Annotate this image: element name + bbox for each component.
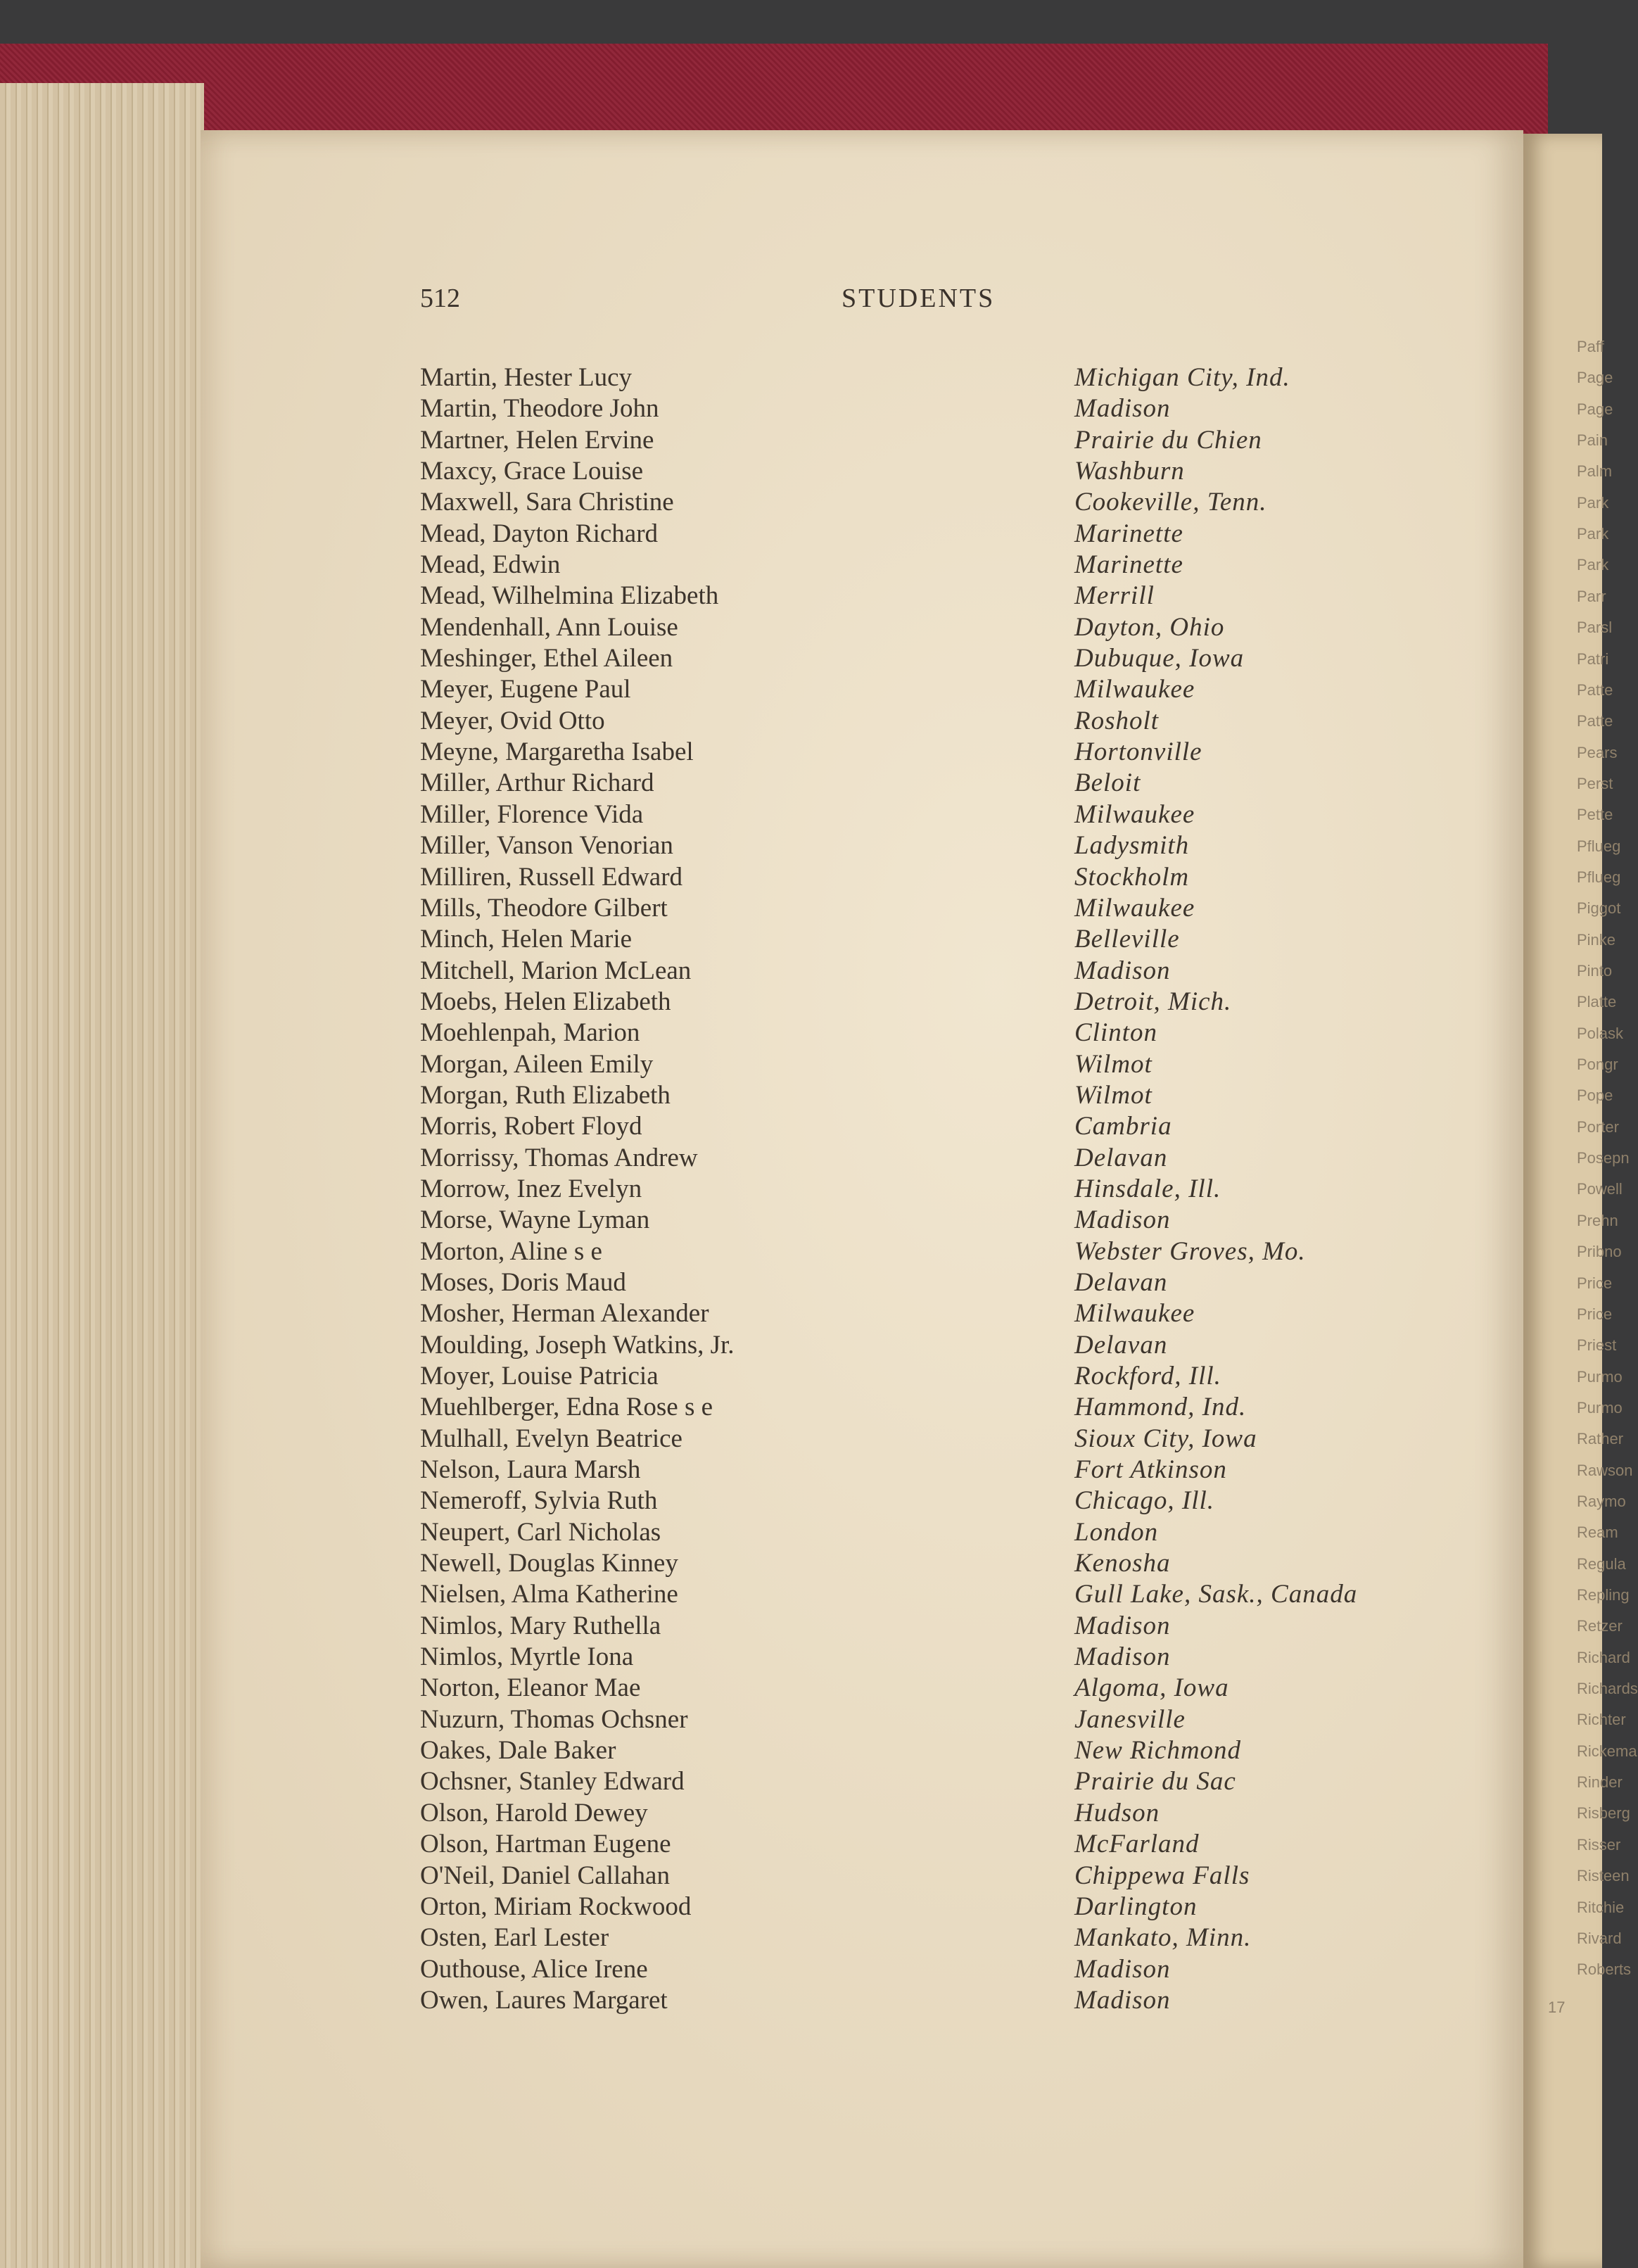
student-hometown: Rockford, Ill. [1074,1362,1221,1390]
student-name: Norton, Eleanor Mae [420,1673,641,1703]
next-page-edge-item: Richter [1577,1711,1626,1729]
student-row [420,1330,1475,1361]
student-hometown: Merrill [1074,581,1155,611]
student-hometown: Darlington [1074,1892,1198,1921]
student-name: Maxcy, Grace Louise [420,457,644,486]
next-page-edge-item: Patri [1577,650,1609,668]
next-page-edge-item: Patte [1577,680,1613,699]
student-hometown: Belleville [1074,925,1180,954]
next-page-edge-item: Platte [1577,993,1617,1011]
student-hometown: Wilmot [1074,1080,1153,1110]
student-name: Morgan, Aileen Emily [420,1049,654,1079]
student-name: Moses, Doris Maud [420,1267,626,1297]
student-name: Osten, Earl Lester [420,1923,609,1953]
student-hometown: Prairie du Chien [1074,425,1262,455]
student-hometown: Stockholm [1074,862,1190,892]
student-name: Miller, Arthur Richard [420,768,654,798]
next-page-edge-item: Richards [1577,1680,1638,1698]
student-hometown: Delavan [1074,1330,1168,1360]
next-page-edge-item: Piggot [1577,899,1621,918]
next-page-edge-item: Parsl [1577,619,1613,637]
next-page-edge-item: Palm [1577,462,1613,481]
student-name: Olson, Harold Dewey [420,1798,648,1827]
student-hometown: Madison [1074,1642,1171,1672]
next-page-edge-item: Paff [1577,338,1604,355]
student-row [420,1111,1475,1142]
student-name: Mendenhall, Ann Louise [420,612,678,642]
next-page-edge [1523,134,1638,2268]
student-row [420,706,1475,737]
student-name: Morrissy, Thomas Andrew [420,1143,698,1172]
student-hometown: Fort Atkinson [1074,1455,1227,1485]
next-page-edge-item: Ream [1577,1523,1618,1542]
student-row [420,1861,1475,1892]
student-name: Nelson, Laura Marsh [420,1455,641,1485]
student-name: Mead, Edwin [420,550,561,580]
next-page-edge-item: Park [1577,556,1609,574]
student-row [420,1298,1475,1329]
student-row [420,1361,1475,1392]
student-hometown: Detroit, Mich. [1074,987,1232,1016]
next-page-edge-item: Rinder [1577,1773,1623,1792]
student-name: Oakes, Dale Baker [420,1736,616,1766]
student-row [420,1829,1475,1860]
next-page-edge-item: Park [1577,525,1609,543]
student-name: O'Neil, Daniel Callahan [420,1861,670,1890]
next-page-edge-item: Perst [1577,774,1613,792]
next-page-edge-item: Ritchie [1577,1898,1625,1916]
student-name: Morse, Wayne Lyman [420,1205,650,1235]
page-title: STUDENTS [842,284,996,313]
student-name: Mitchell, Marion McLean [420,956,692,985]
student-row [420,456,1475,487]
next-page-edge-item: Roberts [1577,1960,1632,1979]
student-name: Nielsen, Alma Katherine [420,1580,678,1609]
next-page-edge-item: Repling [1577,1586,1630,1604]
student-hometown: Madison [1074,1985,1171,2015]
next-page-edge-item: Pribno [1577,1243,1622,1261]
student-name: Nuzurn, Thomas Ochsner [420,1704,688,1734]
student-row [420,1018,1475,1049]
student-hometown: New Richmond [1074,1736,1242,1766]
next-page-edge-item: Pears [1577,743,1618,761]
student-row [420,643,1475,674]
student-row [420,1236,1475,1267]
student-name: Ochsner, Stanley Edward [420,1767,685,1797]
student-name: Orton, Miriam Rockwood [420,1892,692,1921]
next-page-edge-item: Risberg [1577,1804,1630,1823]
student-hometown: Algoma, Iowa [1074,1673,1229,1703]
student-hometown: Madison [1074,394,1171,424]
student-name: Mead, Dayton Richard [420,519,659,548]
student-hometown: Milwaukee [1074,675,1195,704]
next-page-edge-item: Price [1577,1305,1613,1323]
student-name: Owen, Laures Margaret [420,1985,668,2015]
student-hometown: Madison [1074,1611,1171,1640]
student-name: Meyer, Eugene Paul [420,675,631,704]
student-row [420,737,1475,768]
student-row [420,1143,1475,1174]
student-name: Minch, Helen Marie [420,925,633,954]
student-name: Mead, Wilhelmina Elizabeth [420,581,719,611]
student-hometown: Clinton [1074,1018,1158,1048]
student-name: Moehlenpah, Marion [420,1018,640,1048]
page-number: 512 [420,284,460,313]
student-row [420,1985,1475,2016]
student-hometown: McFarland [1074,1830,1200,1859]
student-row [420,1517,1475,1548]
student-row [420,425,1475,456]
student-list [420,362,1475,2016]
student-row [420,519,1475,550]
next-page-edge-item: Page [1577,369,1613,387]
student-hometown: Marinette [1074,550,1183,580]
student-row [420,612,1475,643]
next-page-edge-item: Posepn [1577,1149,1630,1167]
student-row [420,768,1475,799]
student-name: Nimlos, Mary Ruthella [420,1611,661,1640]
next-page-edge-item: Patte [1577,712,1613,730]
student-hometown: Sioux City, Iowa [1074,1424,1257,1453]
student-hometown: Delavan [1074,1143,1168,1172]
student-row [420,1485,1475,1516]
next-page-edge-item: Purmo [1577,1367,1623,1386]
student-name: Newell, Douglas Kinney [420,1549,678,1578]
student-hometown: Gull Lake, Sask., Canada [1074,1580,1358,1609]
student-hometown: Michigan City, Ind. [1074,363,1290,392]
next-page-edge-item: Regula [1577,1554,1626,1573]
student-hometown: Chicago, Ill. [1074,1486,1215,1516]
student-hometown: Madison [1074,1954,1171,1984]
student-name: Morris, Robert Floyd [420,1112,642,1141]
student-row [420,1174,1475,1205]
student-name: Outhouse, Alice Irene [420,1954,648,1984]
student-row [420,1766,1475,1797]
next-page-edge-item: Risteen [1577,1867,1630,1885]
student-hometown: Cambria [1074,1112,1172,1141]
student-hometown: Delavan [1074,1267,1168,1297]
student-name: Meyer, Ovid Otto [420,706,605,735]
next-page-edge-item: Risser [1577,1835,1621,1854]
student-name: Meshinger, Ethel Aileen [420,644,673,673]
student-hometown: Janesville [1074,1704,1186,1734]
student-row [420,893,1475,924]
student-hometown: Wilmot [1074,1049,1153,1079]
student-name: Nemeroff, Sylvia Ruth [420,1486,658,1516]
student-row [420,830,1475,861]
student-row [420,799,1475,830]
student-hometown: Madison [1074,1205,1171,1235]
next-page-edge-item: Price [1577,1274,1613,1292]
student-row [420,1611,1475,1642]
student-row [420,581,1475,612]
student-hometown: Milwaukee [1074,1299,1195,1329]
student-hometown: Hinsdale, Ill. [1074,1174,1221,1203]
student-hometown: Milwaukee [1074,893,1195,923]
student-name: Moyer, Louise Patricia [420,1362,659,1390]
student-hometown: Mankato, Minn. [1074,1923,1252,1953]
student-name: Meyne, Margaretha Isabel [420,737,694,767]
next-page-edge-item: Polask [1577,1024,1624,1042]
next-page-edge-item: Purmo [1577,1398,1623,1417]
next-page-edge-item: Page [1577,400,1613,418]
next-page-edge-item: Retzer [1577,1617,1623,1635]
next-page-edge-item: Pinto [1577,962,1613,980]
student-hometown: Hortonville [1074,737,1202,767]
student-hometown: Hammond, Ind. [1074,1393,1247,1422]
student-hometown: Prairie du Sac [1074,1767,1236,1797]
student-name: Martin, Theodore John [420,394,659,424]
student-name: Mills, Theodore Gilbert [420,893,668,923]
student-name: Martin, Hester Lucy [420,363,633,392]
student-name: Neupert, Carl Nicholas [420,1517,661,1547]
student-name: Morgan, Ruth Elizabeth [420,1080,671,1110]
student-hometown: Kenosha [1074,1549,1171,1578]
student-row [420,1080,1475,1111]
student-hometown: Rosholt [1074,706,1160,735]
student-row [420,1205,1475,1236]
student-name: Milliren, Russell Edward [420,862,683,892]
student-hometown: Marinette [1074,519,1183,548]
next-page-edge-item: Priest [1577,1336,1617,1355]
student-row [420,1892,1475,1922]
student-hometown: Webster Groves, Mo. [1074,1236,1306,1266]
student-hometown: Beloit [1074,768,1141,798]
student-row [420,1455,1475,1485]
student-name: Moulding, Joseph Watkins, Jr. [420,1330,735,1360]
next-page-edge-item: Raymo [1577,1492,1626,1510]
student-name: Mosher, Herman Alexander [420,1299,709,1329]
student-name: Martner, Helen Ervine [420,425,654,455]
student-row [420,362,1475,393]
next-page-edge-item: Rather [1577,1430,1624,1448]
next-page-edge-item: Pinke [1577,930,1616,949]
student-name: Mulhall, Evelyn Beatrice [420,1424,682,1453]
student-name: Maxwell, Sara Christine [420,488,674,517]
student-hometown: Ladysmith [1074,831,1190,861]
next-page-edge-item: Pflueg [1577,837,1621,855]
next-page-edge-item: Prehn [1577,1211,1618,1229]
student-row [420,1798,1475,1829]
student-hometown: Madison [1074,956,1171,985]
next-page-edge-item: Pain [1577,431,1608,450]
student-hometown: London [1074,1517,1159,1547]
student-name: Olson, Hartman Eugene [420,1830,671,1859]
page-edges [0,83,204,2268]
student-row [420,1735,1475,1766]
next-page-edge-item: Pongr [1577,1056,1618,1074]
student-hometown: Hudson [1074,1798,1160,1827]
next-page-edge-item: Rivard [1577,1929,1622,1947]
next-page-edge-item: Pflueg [1577,868,1621,886]
student-row [420,1704,1475,1735]
student-row [420,924,1475,955]
student-row [420,1922,1475,1953]
student-name: Nimlos, Myrtle Iona [420,1642,634,1672]
student-row [420,1548,1475,1579]
next-page-number: 17 [1548,1998,1566,2016]
next-page-edge-item: Parr [1577,587,1606,605]
student-row [420,550,1475,581]
student-row [420,1642,1475,1673]
student-hometown: Milwaukee [1074,799,1195,829]
next-page-edge-item: Richard [1577,1648,1630,1666]
student-hometown: Cookeville, Tenn. [1074,488,1267,517]
next-page-edge-item: Pette [1577,806,1613,824]
student-row [420,1392,1475,1423]
student-row [420,1049,1475,1080]
next-page-edge-item: Park [1577,493,1609,512]
student-row [420,862,1475,893]
student-row [420,1579,1475,1610]
next-page-edge-item: Powell [1577,1180,1623,1198]
student-name: Muehlberger, Edna Rose s e [420,1393,713,1422]
student-hometown: Washburn [1074,457,1185,486]
student-row [420,674,1475,705]
student-hometown: Dayton, Ohio [1074,612,1225,642]
next-page-edge-item: Porter [1577,1117,1619,1136]
student-name: Morton, Aline s e [420,1236,602,1266]
student-row [420,956,1475,987]
student-row [420,987,1475,1018]
student-row [420,487,1475,518]
next-page-edge-item: Rickema [1577,1742,1637,1760]
next-page-edge-item: Pope [1577,1087,1613,1105]
student-name: Miller, Vanson Venorian [420,831,673,861]
student-name: Miller, Florence Vida [420,799,644,829]
student-row [420,1673,1475,1704]
student-row [420,1424,1475,1455]
student-hometown: Dubuque, Iowa [1074,644,1245,673]
student-name: Morrow, Inez Evelyn [420,1174,642,1203]
student-name: Moebs, Helen Elizabeth [420,987,671,1016]
student-row [420,1267,1475,1298]
student-row [420,1954,1475,1985]
next-page-edge-item: Rawson [1577,1461,1633,1479]
student-row [420,393,1475,424]
student-hometown: Chippewa Falls [1074,1861,1250,1890]
